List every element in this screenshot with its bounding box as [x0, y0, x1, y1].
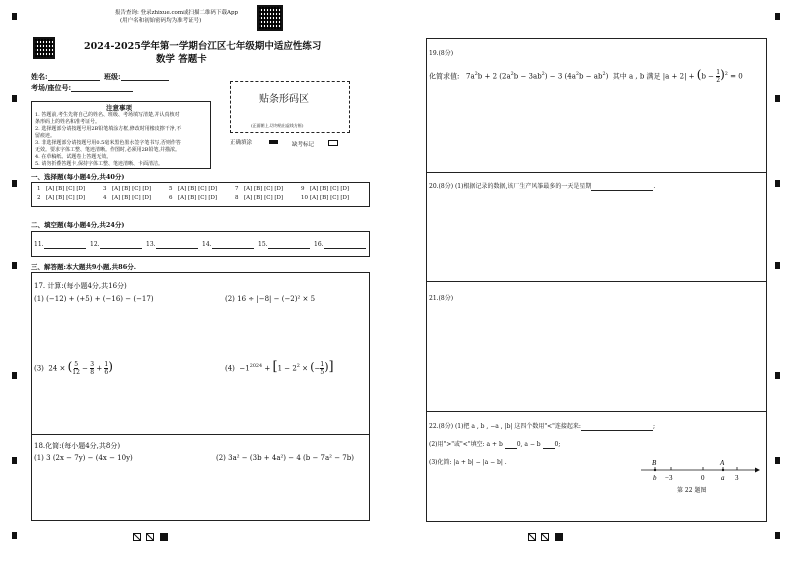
- choice-box: [31, 182, 370, 207]
- q17-head: 17. 计算:(每小题4分,共16分): [34, 282, 127, 290]
- notice-line: 4. 在草稿纸、试题卷上答题无效。: [35, 154, 112, 160]
- fill-number: 14.: [202, 241, 212, 248]
- page-title: 2024-2025学年第一学期台江区七年级期中适应性练习: [84, 41, 322, 52]
- scan-hint-sub: (用户名和初始密码均为准考证号): [120, 18, 202, 24]
- axis-label-B: B: [652, 459, 657, 467]
- divider: [427, 172, 766, 173]
- choice-number: 7: [235, 186, 239, 192]
- fill-item[interactable]: [258, 241, 314, 249]
- divider: [32, 434, 369, 435]
- choice-options[interactable]: [A] [B] [C] [D]: [46, 195, 86, 201]
- fill-number: 11.: [34, 241, 44, 248]
- choice-item[interactable]: [169, 195, 235, 202]
- q22-part2: (2)用">"或"<"填空: a + b 0, a − b 0;: [429, 441, 561, 448]
- axis-label-a: a: [721, 474, 725, 482]
- side-marker: [12, 532, 17, 539]
- choice-item[interactable]: [301, 186, 367, 193]
- choice-number: 3: [103, 186, 107, 192]
- page-subtitle: 数学 答题卡: [156, 54, 207, 65]
- side-marker: [12, 95, 17, 102]
- choice-number: 1: [37, 186, 41, 192]
- q17-part2: (2) 16 ÷ |−8| − (−2)² × 5: [225, 295, 316, 303]
- app-qr-code: [257, 5, 283, 31]
- q21-head: 21.(8分): [429, 295, 454, 302]
- page-mark-filled: [555, 533, 563, 541]
- notice-line: 条形码上的姓名和准考证号。: [35, 119, 101, 125]
- seat-field[interactable]: 考场/座位号:: [31, 83, 133, 92]
- q22-part1: 22.(8分) (1)把 a , b , −a , |b| 这四个数用"<"连接起来: ;: [429, 423, 655, 430]
- axis-label-A: A: [720, 459, 725, 467]
- side-marker: [12, 180, 17, 187]
- corner-marker: [775, 13, 780, 20]
- choice-number: 9: [301, 186, 305, 192]
- q17-part3: (3) 24 × ( $\frac{5}{12}$ − $\frac{3}{8}$ + $\frac{1}{6}$ ): [34, 359, 113, 376]
- page-mark: [541, 533, 549, 541]
- choice-options[interactable]: [A] [B] [C] [D]: [178, 186, 218, 192]
- choice-grid: [37, 186, 367, 202]
- choice-options[interactable]: [A] [B] [C] [D]: [310, 186, 350, 192]
- q20-text: 20.(8分) (1)根据记录的数据,该厂生产风筝最多的一天是星期 .: [429, 183, 656, 190]
- absent-mark[interactable]: 缺考标记: [292, 140, 338, 149]
- q19-head: 19.(8分): [429, 50, 454, 57]
- choice-number: 6: [169, 195, 173, 201]
- choice-options[interactable]: [A] [B] [C] [D]: [112, 195, 152, 201]
- divider: [427, 281, 766, 282]
- corner-marker: [12, 13, 17, 20]
- figure-caption: 第 22 题图: [677, 487, 707, 494]
- side-marker: [12, 262, 17, 269]
- side-marker: [775, 262, 780, 269]
- choice-number: 2: [37, 195, 41, 201]
- choice-options[interactable]: [A] [B] [C] [D]: [244, 195, 284, 201]
- choice-number: 10: [301, 195, 308, 201]
- fill-item[interactable]: [146, 241, 202, 249]
- side-marker: [775, 372, 780, 379]
- number-line-figure: [637, 455, 761, 485]
- q19-text: 化简求值: $7a^2b + 2$ $(2a^2b - 3ab^2) - 3$ $(4a^2b - ab^2)$ 其中 a , b 满足 |a + 2| + (b − $\frac{1}{2}$ )$^2$ = 0: [429, 67, 743, 84]
- student-qr-code: [33, 37, 55, 59]
- notice-line: 5. 请勿折叠答题卡,保持字体工整、笔迹清晰、卡面清洁。: [35, 161, 163, 167]
- choice-item[interactable]: [301, 195, 367, 202]
- fill-item[interactable]: [34, 241, 90, 249]
- notice-line: 无效。要求字体工整、笔迹清晰。作图时,必须用2B铅笔,并描浓。: [35, 147, 181, 153]
- scan-hint: 报告查询: 登录zhixue.com或扫描二维码下载App: [115, 10, 239, 16]
- answer-section-title: 三、解答题:本大题共9小题,共86分.: [31, 263, 136, 271]
- q17-part1: (1) (−12) + (+5) + (−16) − (−17): [34, 295, 154, 303]
- q18-part1: (1) 3 (2x − 7y) − (4x − 10y): [34, 454, 133, 462]
- choice-options[interactable]: [A] [B] [C] [D]: [46, 186, 86, 192]
- barcode-area: [230, 81, 350, 133]
- barcode-note: (正面朝上,切勿贴出虚线方框): [251, 123, 304, 128]
- fill-item[interactable]: [202, 241, 258, 249]
- notice-lines: [35, 112, 211, 168]
- fill-box: [31, 231, 370, 257]
- q18-part2: (2) 3a² − (3b + 4a²) − 4 (b − 7a² − 7b): [216, 454, 354, 462]
- choice-item[interactable]: [37, 195, 103, 202]
- axis-label-b: b: [653, 474, 657, 482]
- barcode-title: 贴条形码区: [259, 94, 309, 105]
- side-marker: [775, 180, 780, 187]
- axis-label-minus3: −3: [665, 474, 673, 482]
- axis-label-3: 3: [735, 474, 739, 482]
- choice-item[interactable]: [103, 195, 169, 202]
- name-field[interactable]: 姓名:: [31, 72, 100, 81]
- class-field[interactable]: 班级:: [104, 72, 169, 81]
- choice-item[interactable]: [169, 186, 235, 193]
- choice-item[interactable]: [235, 186, 301, 193]
- q18-head: 18.化简:(每小题4分,共8分): [34, 442, 121, 450]
- notice-box: [31, 101, 211, 169]
- choice-section-title: 一、选择题(每小题4分,共40分): [31, 173, 125, 181]
- side-marker: [775, 95, 780, 102]
- page-mark: [146, 533, 154, 541]
- choice-options[interactable]: [A] [B] [C] [D]: [310, 195, 350, 201]
- fill-number: 16.: [314, 241, 324, 248]
- fill-example: 正确填涂: [230, 140, 278, 147]
- choice-number: 5: [169, 186, 173, 192]
- fill-section-title: 二、填空题(每小题4分,共24分): [31, 221, 125, 229]
- choice-options[interactable]: [A] [B] [C] [D]: [178, 195, 218, 201]
- side-marker: [12, 457, 17, 464]
- q22-part3: (3)化简: |a + b| − |a − b| .: [429, 459, 507, 466]
- side-marker: [12, 372, 17, 379]
- fill-number: 12.: [90, 241, 100, 248]
- choice-item[interactable]: [235, 195, 301, 202]
- notice-line: 3. 非选择题部分请按题号用0.5毫米黑色墨水签字笔书写,否则作答: [35, 140, 181, 146]
- divider: [427, 411, 766, 412]
- fill-item[interactable]: [314, 241, 370, 249]
- choice-options[interactable]: [A] [B] [C] [D]: [244, 186, 284, 192]
- choice-item[interactable]: [37, 186, 103, 193]
- fill-item[interactable]: [90, 241, 146, 249]
- right-answer-box: [426, 38, 767, 522]
- notice-line: 1. 答题前,考生先将自己的姓名、班级、考场填写清楚,并认真核对: [35, 112, 180, 118]
- fill-row: [34, 241, 370, 249]
- notice-line: 留痕迹。: [35, 133, 56, 139]
- choice-number: 4: [103, 195, 107, 201]
- page-mark: [133, 533, 141, 541]
- notice-line: 2. 选择题部分请按题号用2B铅笔填涂方框,修改时用橡皮擦干净,不: [35, 126, 182, 132]
- q17-part4: $(4) -1^{2024} + [1 - 2^2$ × (− $\frac{1}{5}$ )]: [225, 359, 334, 376]
- side-marker: [775, 532, 780, 539]
- side-marker: [775, 457, 780, 464]
- notice-title: 注意事项: [106, 104, 132, 112]
- axis-label-zero: 0: [701, 474, 705, 482]
- choice-item[interactable]: [103, 186, 169, 193]
- fill-number: 13.: [146, 241, 156, 248]
- fill-number: 15.: [258, 241, 268, 248]
- page-mark: [528, 533, 536, 541]
- page-mark-filled: [160, 533, 168, 541]
- choice-number: 8: [235, 195, 239, 201]
- choice-options[interactable]: [A] [B] [C] [D]: [112, 186, 152, 192]
- answer-box: [31, 272, 370, 521]
